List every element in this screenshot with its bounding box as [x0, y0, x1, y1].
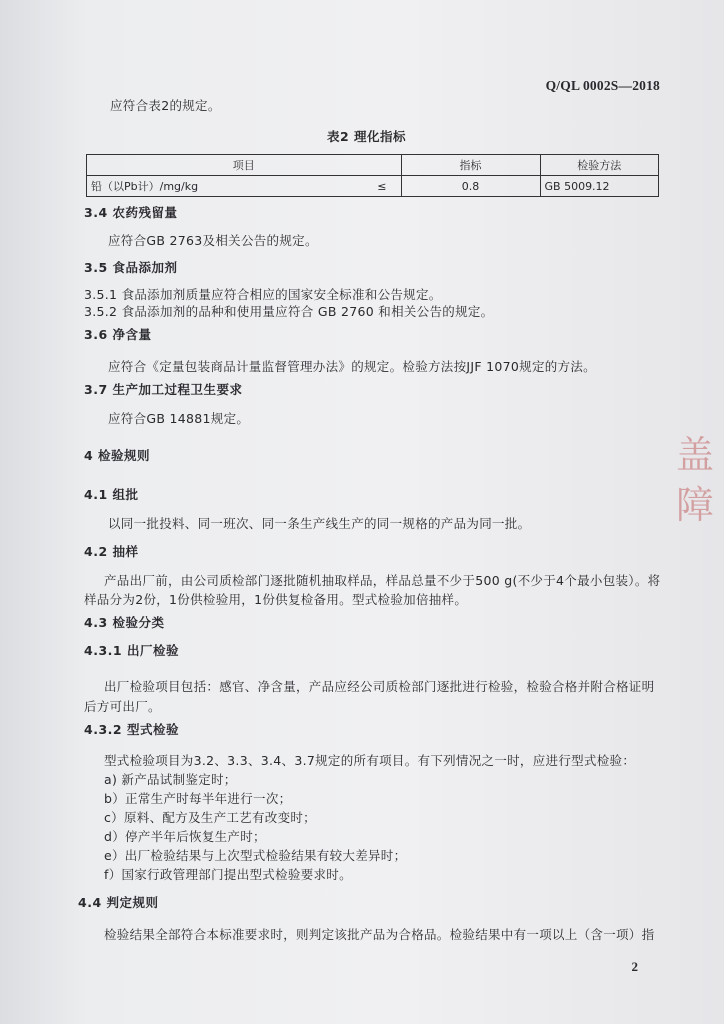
list-item: b）正常生产时每半年进行一次；: [104, 791, 292, 806]
text-3-6: 应符合《定量包装商品计量监督管理办法》的规定。检验方法按JJF 1070规定的方法。: [108, 359, 596, 374]
heading-4-4: 4.4 判定规则: [78, 895, 159, 910]
text-4-1: 以同一批投料、同一班次、同一条生产线生产的同一规格的产品为同一批。: [108, 516, 531, 531]
header-indicator: 指标: [401, 155, 540, 176]
heading-4-1: 4.1 组批: [84, 487, 139, 502]
intro-text: 应符合表2的规定。: [110, 98, 221, 113]
cell-item: 铅（以Pb计）/mg/kg: [87, 176, 286, 197]
list-item: a) 新产品试制鉴定时；: [104, 772, 237, 787]
table-row: [87, 176, 659, 197]
standard-code: Q/QL 0002S—2018: [545, 78, 660, 93]
heading-4-3: 4.3 检验分类: [84, 615, 165, 630]
text-4-2-line2: 样品分为2份，1份供检验用，1份供复检备用。型式检验加倍抽样。: [84, 592, 468, 607]
spec-table: [86, 154, 659, 197]
text-4-3-1-line1: 出厂检验项目包括：感官、净含量，产品应经公司质检部门逐批进行检验，检验合格并附合格证明: [104, 679, 655, 694]
heading-4-3-2: 4.3.2 型式检验: [84, 722, 179, 737]
text-3-5-1: 3.5.1 食品添加剂质量应符合相应的国家安全标准和公告规定。: [84, 287, 442, 302]
table-caption: 表2 理化指标: [327, 129, 407, 144]
list-item: c）原料、配方及生产工艺有改变时；: [104, 810, 316, 825]
cell-method: GB 5009.12: [540, 176, 659, 197]
list-item: d）停产半年后恢复生产时；: [104, 829, 266, 844]
heading-4-3-1: 4.3.1 出厂检验: [84, 643, 179, 658]
table-header-row: [87, 155, 659, 176]
heading-3-7: 3.7 生产加工过程卫生要求: [84, 382, 243, 397]
cell-op: ≤: [285, 176, 401, 197]
text-4-4: 检验结果全部符合本标准要求时，则判定该批产品为合格品。检验结果中有一项以上（含一项）指: [104, 927, 655, 942]
text-4-2-line1: 产品出厂前，由公司质检部门逐批随机抽取样品，样品总量不少于500 g(不少于4个最小包装）。将: [104, 573, 661, 588]
text-3-4: 应符合GB 2763及相关公告的规定。: [108, 233, 318, 248]
text-3-7: 应符合GB 14881规定。: [108, 411, 250, 426]
page-number: 2: [631, 959, 638, 974]
heading-3-5: 3.5 食品添加剂: [84, 260, 178, 275]
heading-3-4: 3.4 农药残留量: [84, 205, 178, 220]
cell-value: 0.8: [401, 176, 540, 197]
text-3-5-2: 3.5.2 食品添加剂的品种和使用量应符合 GB 2760 和相关公告的规定。: [84, 304, 494, 319]
list-item: e）出厂检验结果与上次型式检验结果有较大差异时；: [104, 848, 407, 863]
heading-4-2: 4.2 抽样: [84, 544, 139, 559]
heading-3-6: 3.6 净含量: [84, 327, 152, 342]
list-item: f）国家行政管理部门提出型式检验要求时。: [104, 867, 352, 882]
text-4-3-1-line2: 后方可出厂。: [84, 699, 161, 714]
heading-4: 4 检验规则: [84, 448, 151, 463]
header-item: 项目: [87, 155, 402, 176]
header-method: 检验方法: [540, 155, 659, 176]
text-4-3-2: 型式检验项目为3.2、3.3、3.4、3.7规定的所有项目。有下列情况之一时，应进行型式检验：: [104, 753, 636, 768]
red-seal-stamp: 盖 障: [676, 433, 715, 527]
